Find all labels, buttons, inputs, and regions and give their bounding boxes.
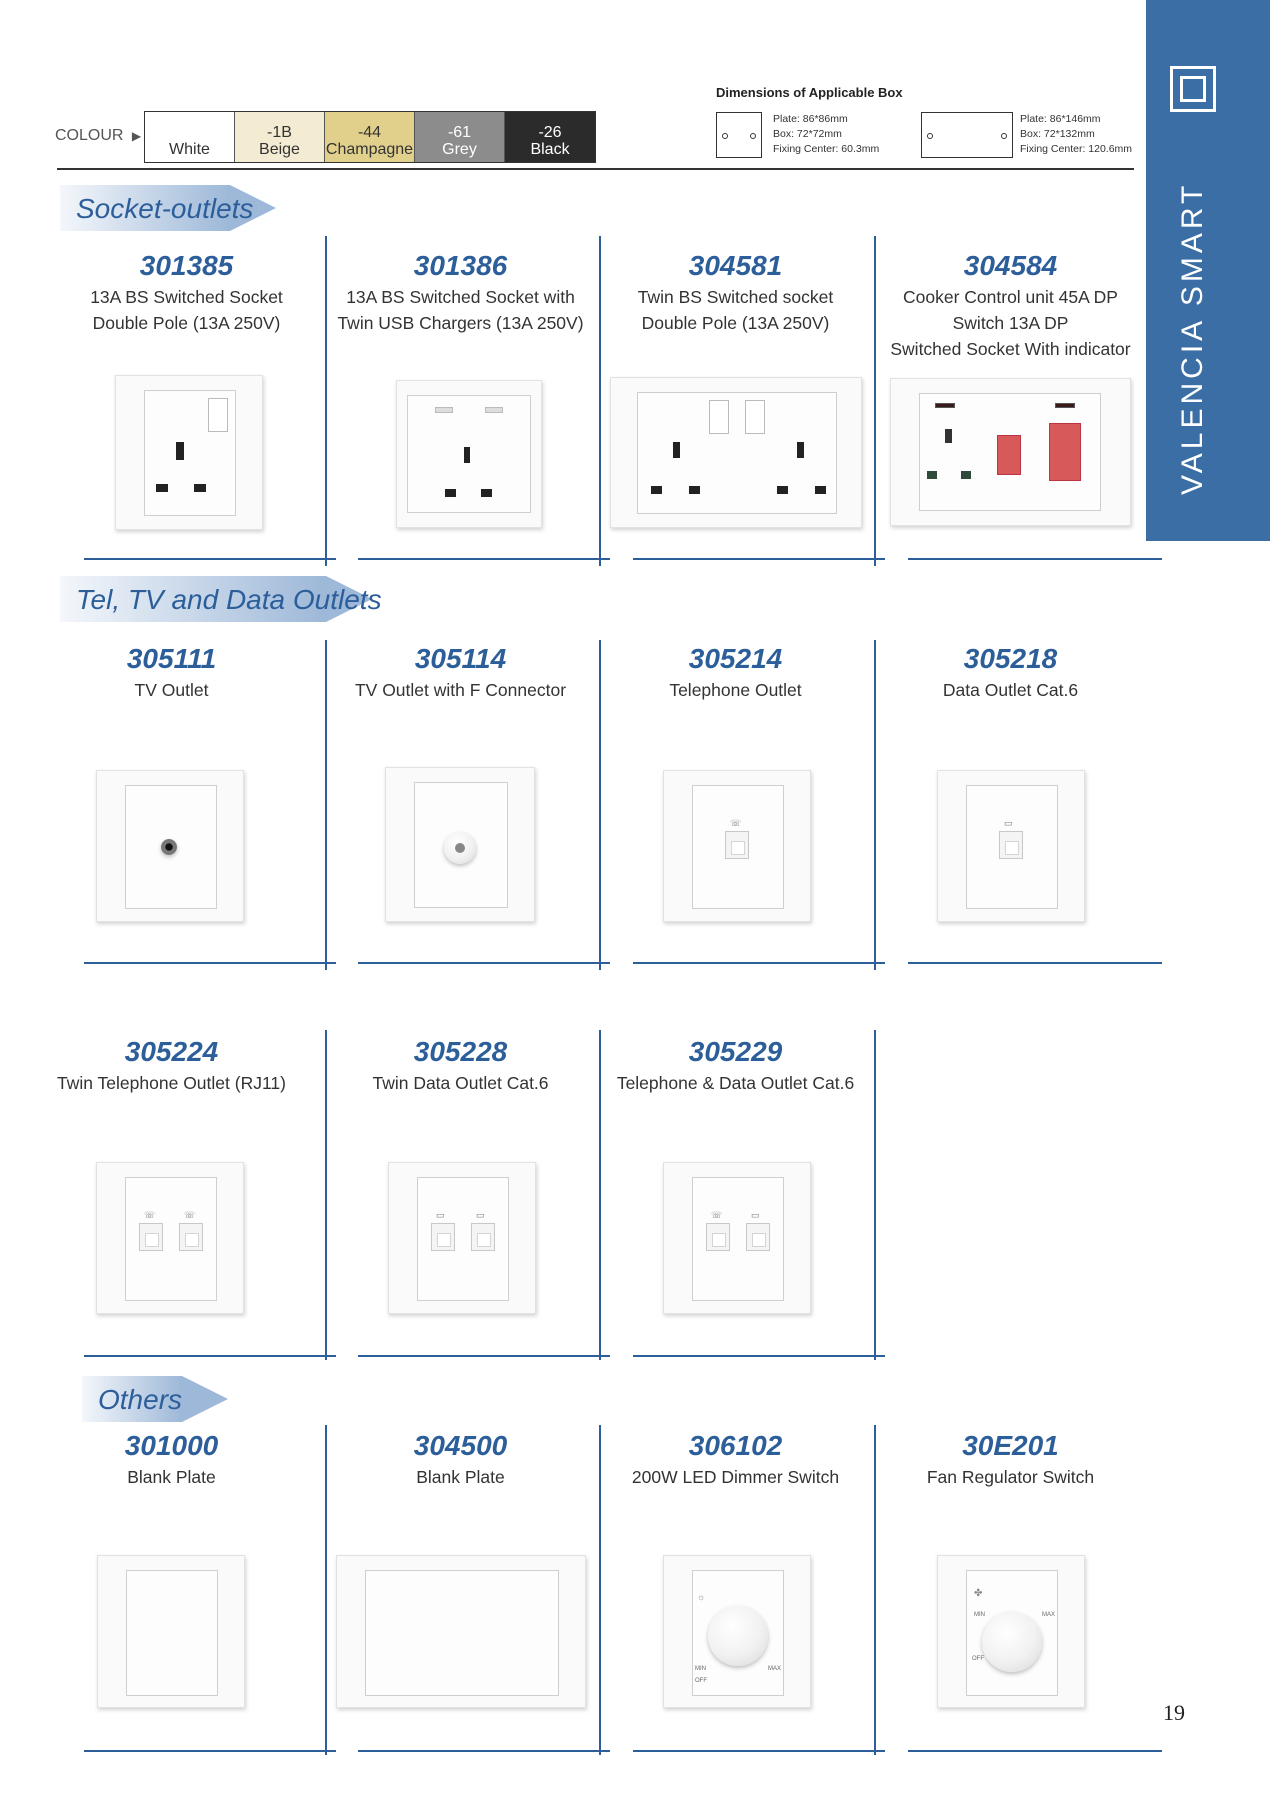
fan-min-label: MIN (974, 1612, 985, 1618)
product-description: Blank Plate (416, 1467, 505, 1487)
product-code: 305229 (688, 1036, 783, 1067)
product-305218 (873, 643, 1148, 703)
data-outlet-image: ▭ (937, 770, 1085, 922)
twin-telephone-image: ☏ ☏ (96, 1162, 244, 1314)
product-305224 (34, 1036, 309, 1096)
socket-image (115, 375, 263, 530)
telephone-outlet-image: ☏ (663, 770, 811, 922)
row-rule (84, 1750, 336, 1752)
fan-regulator-image (937, 1555, 1085, 1708)
row-rule (358, 1750, 610, 1752)
box-86-dimensions: Plate: 86*86mm Box: 72*72mm Fixing Center: 60.3mm (773, 113, 880, 155)
box-86-icon (716, 112, 762, 158)
tv-outlet-image (96, 770, 244, 922)
blank-plate-image (97, 1555, 245, 1708)
product-description: TV Outlet (134, 680, 209, 700)
product-code: 304584 (963, 250, 1058, 281)
swatch-white: White (145, 112, 235, 162)
product-305111 (34, 643, 309, 703)
product-304581 (598, 250, 873, 336)
row-rule (633, 1355, 885, 1357)
fan-off-label: OFF (972, 1656, 984, 1662)
product-description: Blank Plate (127, 1467, 216, 1487)
dimmer-min-label: MIN (695, 1666, 706, 1672)
row-rule (633, 558, 885, 560)
colour-swatches (144, 111, 596, 163)
product-30E201 (873, 1430, 1148, 1490)
swatch-beige: -1B Beige (235, 112, 325, 162)
product-301000 (34, 1430, 309, 1490)
page-number: 19 (1163, 1700, 1185, 1725)
section-banner-data: Tel, TV and Data Outlets (60, 576, 370, 622)
telephone-data-image: ☏ ▭ (663, 1162, 811, 1314)
play-arrow-icon: ▶ (131, 129, 142, 143)
product-description: 13A BS Switched Socket with Twin USB Chargers (13A 250V) (337, 287, 584, 333)
product-code: 301386 (413, 250, 508, 281)
product-description: Twin Data Outlet Cat.6 (372, 1073, 549, 1093)
dimmer-off-label: OFF (695, 1678, 707, 1684)
dimmer-max-label: MAX (768, 1666, 782, 1672)
product-305214 (598, 643, 873, 703)
twin-data-image: ▭ ▭ (388, 1162, 536, 1314)
fan-icon: ✤ (974, 1588, 983, 1599)
product-description: Twin BS Switched socket Double Pole (13A 250V) (637, 287, 834, 333)
product-code: 301000 (124, 1430, 219, 1461)
row-rule (633, 1750, 885, 1752)
product-301385 (49, 250, 324, 336)
twin-socket-image (610, 377, 862, 528)
row-rule (84, 558, 336, 560)
swatch-champagne: -44 Champagne (325, 112, 415, 162)
row-rule (633, 962, 885, 964)
colour-label: COLOUR ▶ (55, 127, 142, 144)
product-description: Fan Regulator Switch (926, 1467, 1095, 1487)
row-rule (908, 1750, 1162, 1752)
side-band (1146, 0, 1270, 541)
swatch-black: -26 Black (505, 112, 595, 162)
product-code: 305224 (124, 1036, 219, 1067)
grid-divider (874, 1030, 876, 1360)
cooker-unit-image (890, 378, 1131, 526)
product-code: 304500 (413, 1430, 508, 1461)
product-304500 (323, 1430, 598, 1490)
dimensions-title: Dimensions of Applicable Box (716, 85, 903, 100)
product-305228 (323, 1036, 598, 1096)
bulb-icon: ☼ (697, 1592, 706, 1602)
row-rule (358, 558, 610, 560)
row-rule (358, 962, 610, 964)
tv-f-connector-image (385, 767, 535, 922)
blank-plate-wide-image (336, 1555, 586, 1708)
header-rule (57, 168, 1134, 170)
row-rule (358, 1355, 610, 1357)
product-description: Telephone & Data Outlet Cat.6 (616, 1073, 855, 1093)
dimmer-switch-image (663, 1555, 811, 1708)
product-code: 305228 (413, 1036, 508, 1067)
product-description: Cooker Control unit 45A DP Switch 13A DP Switched Socket With indicator (890, 287, 1131, 359)
row-rule (908, 558, 1162, 560)
row-rule (908, 962, 1162, 964)
product-304584 (873, 250, 1148, 362)
section-banner-sockets: Socket-outlets (60, 185, 272, 231)
product-code: 30E201 (962, 1430, 1059, 1461)
product-305229 (598, 1036, 873, 1096)
product-description: Telephone Outlet (669, 680, 802, 700)
fan-max-label: MAX (1042, 1612, 1056, 1618)
product-code: 306102 (688, 1430, 783, 1461)
product-301386 (323, 250, 598, 336)
box-146-icon (921, 112, 1013, 158)
product-code: 304581 (688, 250, 783, 281)
series-title: VALENCIA SMART (1176, 181, 1209, 495)
product-description: 13A BS Switched Socket Double Pole (13A 250V) (90, 287, 283, 333)
product-code: 301385 (139, 250, 234, 281)
row-rule (84, 1355, 336, 1357)
product-306102 (598, 1430, 873, 1490)
product-code: 305111 (126, 643, 217, 674)
product-description: TV Outlet with F Connector (354, 680, 567, 700)
product-305114 (323, 643, 598, 703)
product-code: 305214 (688, 643, 783, 674)
row-rule (84, 962, 336, 964)
usb-socket-image (396, 380, 542, 528)
product-code: 305218 (963, 643, 1058, 674)
product-description: 200W LED Dimmer Switch (631, 1467, 840, 1487)
product-description: Data Outlet Cat.6 (942, 680, 1079, 700)
swatch-grey: -61 Grey (415, 112, 505, 162)
product-description: Twin Telephone Outlet (RJ11) (57, 1073, 286, 1093)
product-code: 305114 (414, 643, 507, 674)
square-in-square-icon (1170, 66, 1216, 112)
section-banner-others: Others (82, 1376, 226, 1422)
box-146-dimensions: Plate: 86*146mm Box: 72*132mm Fixing Center: 120.6mm (1020, 113, 1133, 155)
